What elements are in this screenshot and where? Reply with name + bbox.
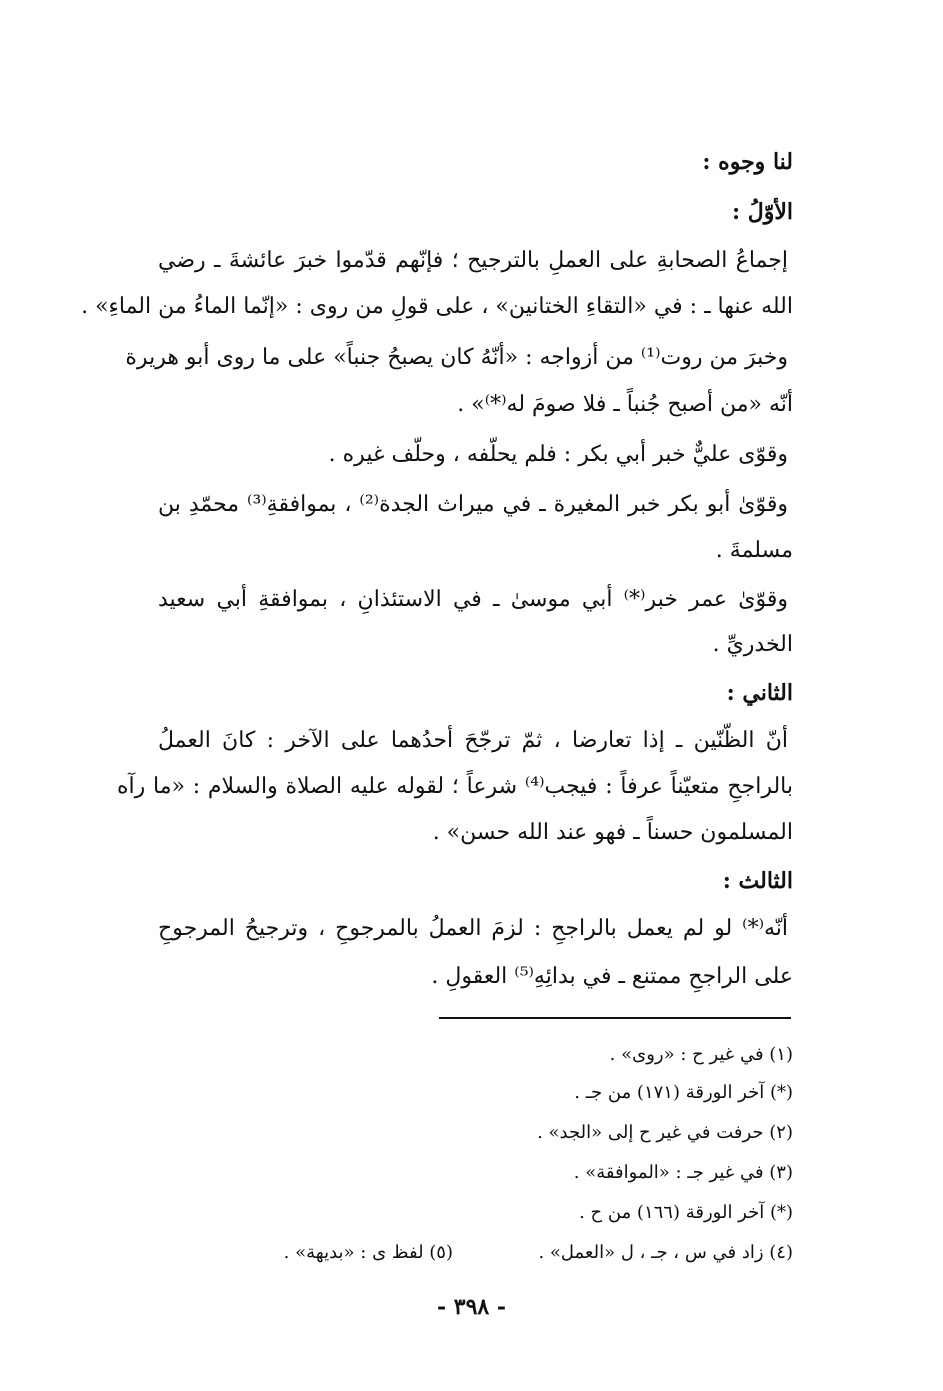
paragraph-line: وقوّى عليٌّ خبر أبي بكر : فلم يحلّفه ، وحلّف غيره . [328,442,788,467]
footnote-5: (٥) لفظ ى : «بديهة» . [283,1242,453,1263]
paragraph-line: وقوّىٰ عمر خبر⁽*⁾ أبي موسىٰ ـ في الاستئذانِ ، بموافقةِ أبي سعيد [158,587,788,612]
footnote-star-2: (*) آخر الورقة (١٦٦) من ح . [579,1202,793,1223]
page-number: - ٣٩٨ - [436,1294,507,1320]
paragraph-line: المسلمون حسناً ـ فهو عند الله حسن» . [432,820,793,845]
paragraph-line: مسلمةَ . [715,538,793,563]
footnote-separator [439,1017,791,1019]
paragraph-line: إجماعُ الصحابةِ على العملِ بالترجيح ؛ فإنّهم قدّموا خبرَ عائشةَ ـ رضي [158,248,788,273]
section-second-heading: الثاني : [726,680,793,706]
footnote-star-1: (*) آخر الورقة (١٧١) من جـ . [574,1082,793,1103]
section-first-heading: الأوّلُ : [731,199,793,225]
section-intro-heading: لنا وجوه : [702,149,793,175]
paragraph-line: الله عنها ـ : في «التقاءِ الختانين» ، على قولِ من روى : «إنّما الماءُ من الماءِ» . [81,294,793,319]
footnote-2: (٢) حرفت في غير ح إلى «الجد» . [537,1122,793,1143]
footnote-4: (٤) زاد في س ، جـ ، ل «العمل» . [538,1242,793,1263]
paragraph-line: وخبرَ من روت⁽¹⁾ من أزواجه : «أنّهُ كان يصبحُ جنباً» على ما روى أبو هريرة [125,345,788,370]
paragraph-line: أنّه «من أصبح جُنباً ـ فلا صومَ له⁽*⁾» . [457,392,793,417]
paragraph-line: بالراجحِ متعيّناً عرفاً : فيجب⁽⁴⁾ شرعاً ؛ لقوله عليه الصلاة والسلام : «ما رآه [117,774,793,799]
paragraph-line: الخدريِّ . [712,632,793,657]
paragraph-line: وقوّىٰ أبو بكر خبر المغيرة ـ في ميراث الجدة⁽²⁾ ، بموافقةِ⁽³⁾ محمّدِ بن [158,492,789,517]
section-third-heading: الثالث : [722,868,793,894]
paragraph-line: أنّه⁽*⁾ لو لم يعمل بالراجحِ : لزمَ العملُ بالمرجوحِ ، وترجيحُ المرجوحِ [158,916,788,941]
paragraph-line: على الراجحِ ممتنع ـ في بدائِهِ⁽⁵⁾ العقولِ . [431,964,793,989]
paragraph-line: أنّ الظّنّين ـ إذا تعارضا ، ثمّ ترجّحَ أحدُهما على الآخر : كانَ العملُ [158,728,788,753]
footnote-3: (٣) في غير جـ : «الموافقة» . [573,1162,793,1183]
footnote-1: (١) في غير ح : «روى» . [609,1044,793,1065]
